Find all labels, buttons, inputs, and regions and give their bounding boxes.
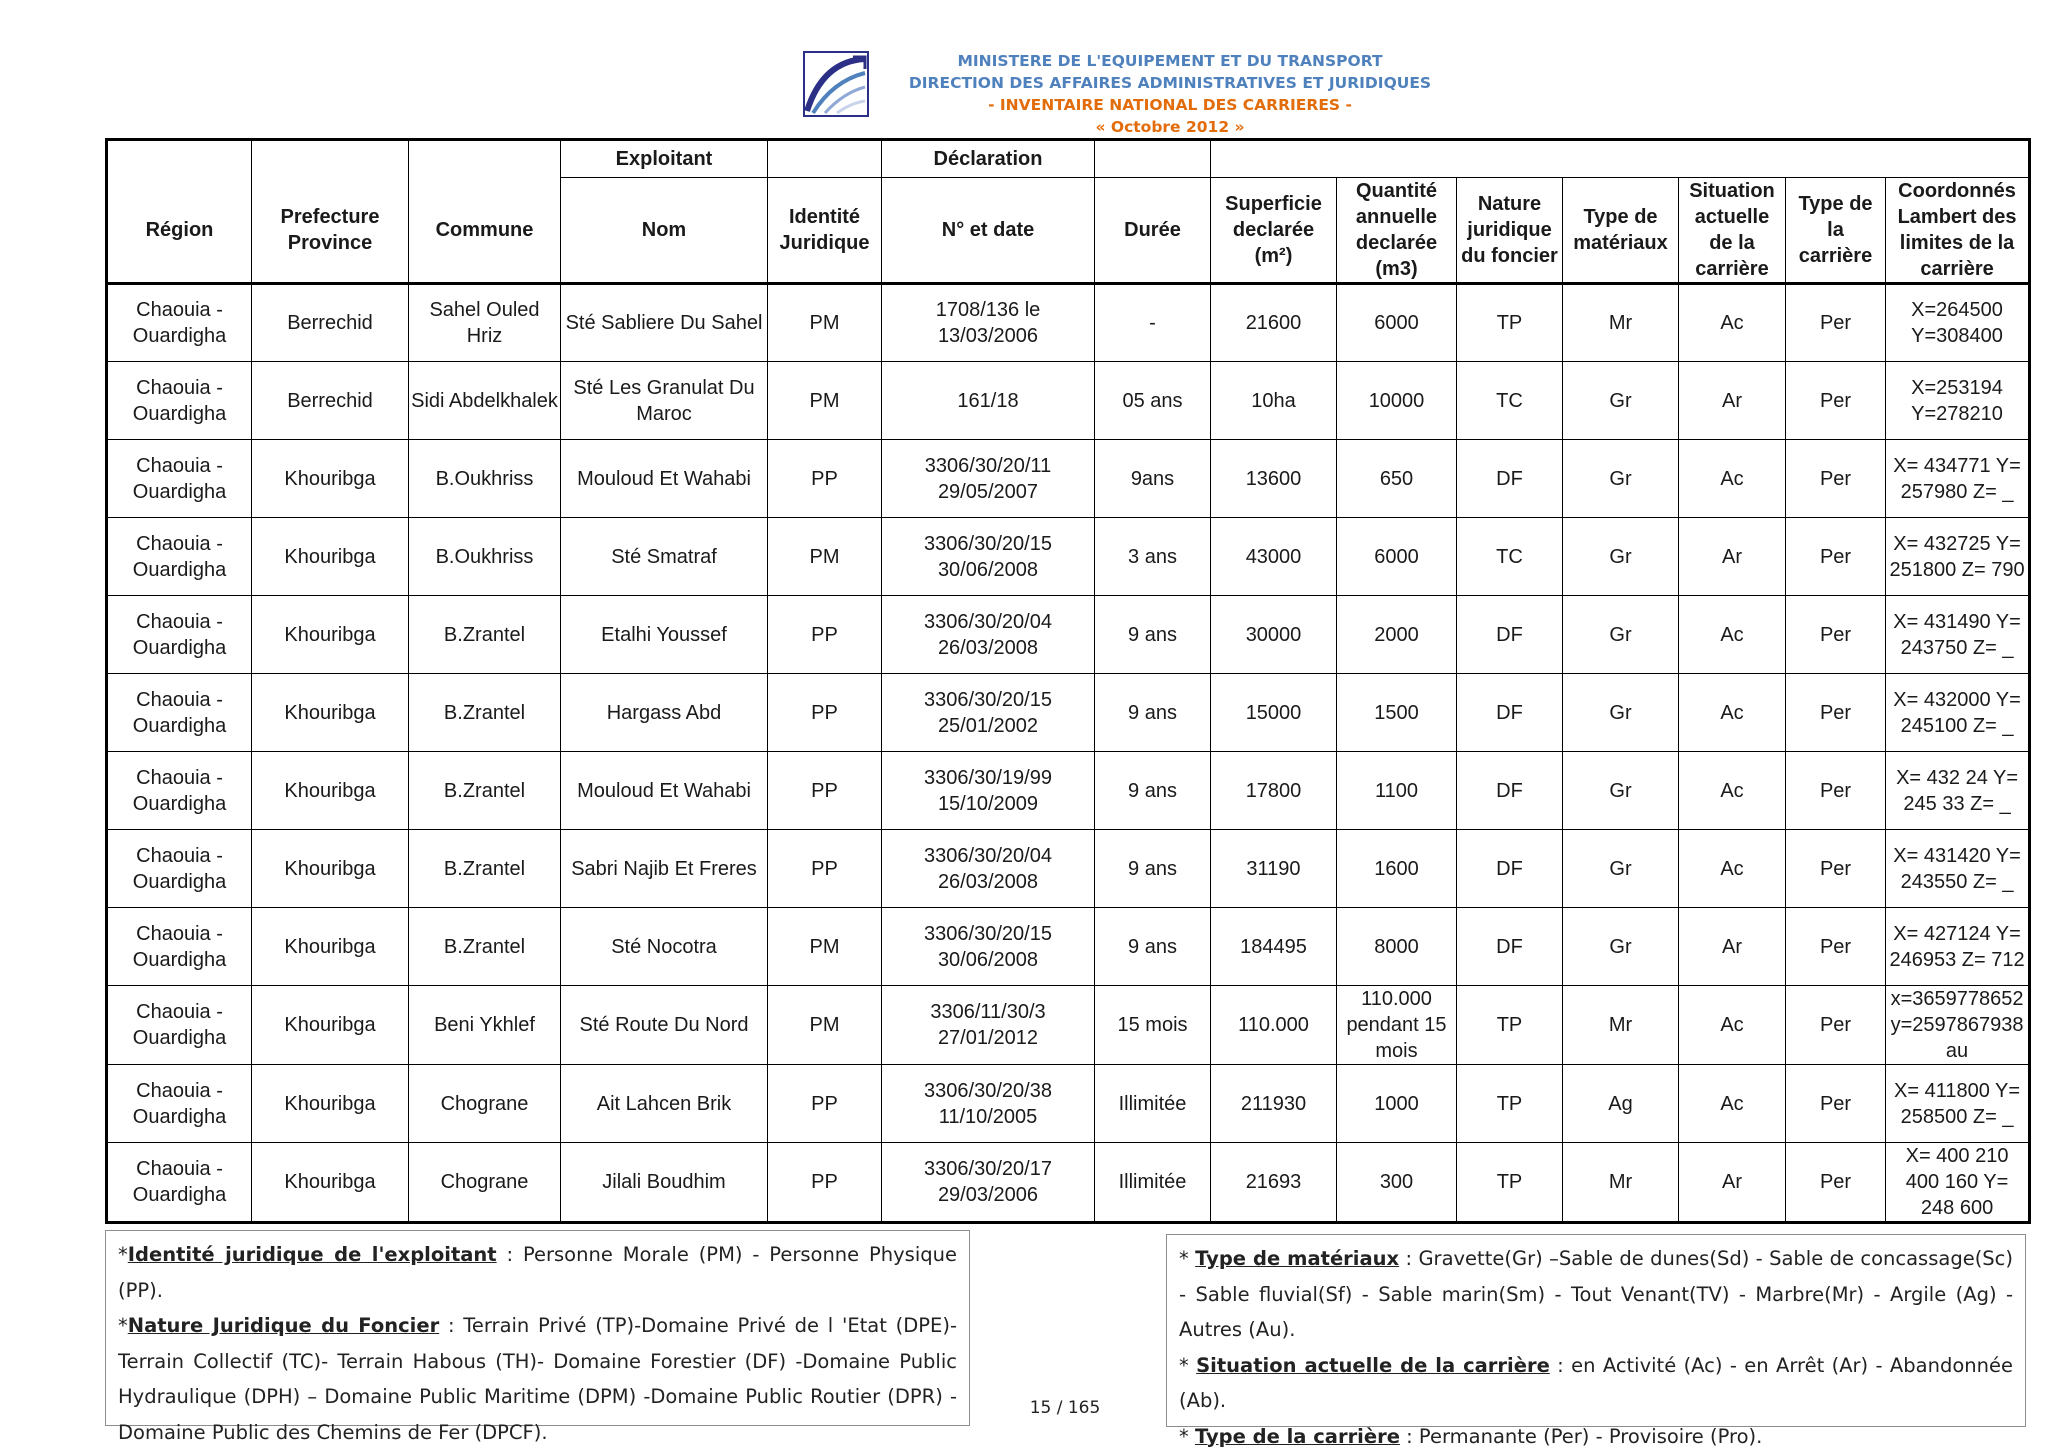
legend-juridique — [105, 1230, 970, 1426]
cell-identite: PP — [768, 1065, 882, 1143]
cell-nature: TC — [1457, 362, 1563, 440]
cell-identite: PP — [768, 440, 882, 518]
cell-type-carriere: Per — [1786, 674, 1886, 752]
cell-duree: 05 ans — [1095, 362, 1211, 440]
cell-commune: B.Zrantel — [409, 674, 561, 752]
cell-identite: PM — [768, 518, 882, 596]
cell-region: Chaouia - Ouardigha — [107, 674, 252, 752]
table-row — [107, 1065, 2030, 1143]
col-header-region: Région — [107, 178, 252, 284]
cell-nature: TP — [1457, 1065, 1563, 1143]
cell-coordonnees: X= 434771 Y= 257980 Z= _ — [1886, 440, 2030, 518]
cell-type-carriere: Per — [1786, 986, 1886, 1065]
cell-situation: Ar — [1679, 362, 1786, 440]
cell-prefecture: Khouribga — [252, 986, 409, 1065]
cell-duree: 9 ans — [1095, 830, 1211, 908]
cell-commune: B.Oukhriss — [409, 518, 561, 596]
cell-type-materiaux: Gr — [1563, 674, 1679, 752]
cell-coordonnees: X=253194 Y=278210 — [1886, 362, 2030, 440]
legend-situation-text: : en Activité (Ac) - en Arrêt (Ar) - Abandonnée (Ab). — [1179, 1354, 2013, 1413]
legend-type-carriere-title: Type de la carrière — [1195, 1425, 1400, 1448]
cell-duree: Illimitée — [1095, 1065, 1211, 1143]
table-row — [107, 596, 2030, 674]
quarries-table — [105, 138, 2031, 1224]
cell-identite: PP — [768, 830, 882, 908]
cell-region: Chaouia - Ouardigha — [107, 518, 252, 596]
cell-quantite: 10000 — [1337, 362, 1457, 440]
direction-title: DIRECTION DES AFFAIRES ADMINISTRATIVES ET JURIDIQUES — [880, 72, 1460, 94]
cell-nom: Ait Lahcen Brik — [561, 1065, 768, 1143]
ministry-title: MINISTERE DE L'EQUIPEMENT ET DU TRANSPORT — [880, 50, 1460, 72]
page-number: 15 / 165 — [1010, 1398, 1120, 1418]
cell-quantite: 1500 — [1337, 674, 1457, 752]
cell-type-materiaux: Mr — [1563, 284, 1679, 362]
cell-nature: DF — [1457, 440, 1563, 518]
cell-nom: Etalhi Youssef — [561, 596, 768, 674]
cell-quantite: 1100 — [1337, 752, 1457, 830]
cell-duree: 9 ans — [1095, 908, 1211, 986]
cell-superficie: 21693 — [1211, 1143, 1337, 1223]
col-header-identite: Identité Juridique — [768, 178, 882, 284]
col-header-commune: Commune — [409, 178, 561, 284]
legend-nature-text: : Terrain Privé (TP)-Domaine Privé de l 'Etat (DPE)- Terrain Collectif (TC)- Terrain Habous (TH)- Domaine Forestier (DF) -Domaine Public Hydraulique (DPH) – Domaine Public Maritime (DPM) -Domaine Public Routier (DPR) -Domaine Public des Chemins de Fer (DPCF). — [118, 1314, 957, 1444]
cell-prefecture: Khouribga — [252, 674, 409, 752]
cell-prefecture: Khouribga — [252, 908, 409, 986]
cell-commune: Sidi Abdelkhalek — [409, 362, 561, 440]
col-header-type-materiaux: Type de matériaux — [1563, 178, 1679, 284]
cell-nom: Mouloud Et Wahabi — [561, 752, 768, 830]
cell-quantite: 650 — [1337, 440, 1457, 518]
legend-situation-title: Situation actuelle de la carrière — [1196, 1354, 1550, 1377]
cell-identite: PP — [768, 752, 882, 830]
cell-type-carriere: Per — [1786, 830, 1886, 908]
cell-situation: Ar — [1679, 908, 1786, 986]
cell-prefecture: Khouribga — [252, 596, 409, 674]
cell-superficie: 184495 — [1211, 908, 1337, 986]
cell-prefecture: Khouribga — [252, 1065, 409, 1143]
cell-quantite: 6000 — [1337, 284, 1457, 362]
cell-commune: B.Zrantel — [409, 908, 561, 986]
cell-duree: 3 ans — [1095, 518, 1211, 596]
cell-nom: Sté Les Granulat Du Maroc — [561, 362, 768, 440]
group-header-declaration: Déclaration — [882, 140, 1095, 178]
legend-identite-text: : Personne Morale (PM) - Personne Physique (PP). — [118, 1243, 957, 1302]
cell-superficie: 30000 — [1211, 596, 1337, 674]
cell-superficie: 43000 — [1211, 518, 1337, 596]
cell-quantite: 1600 — [1337, 830, 1457, 908]
col-header-situation: Situation actuelle de la carrière — [1679, 178, 1786, 284]
cell-identite: PP — [768, 1143, 882, 1223]
cell-nature: DF — [1457, 752, 1563, 830]
cell-coordonnees: X=264500 Y=308400 — [1886, 284, 2030, 362]
table-row — [107, 284, 2030, 362]
cell-nom: Jilali Boudhim — [561, 1143, 768, 1223]
table-row — [107, 440, 2030, 518]
cell-type-carriere: Per — [1786, 908, 1886, 986]
col-header-nature: Nature juridique du foncier — [1457, 178, 1563, 284]
cell-prefecture: Berrechid — [252, 284, 409, 362]
cell-type-materiaux: Gr — [1563, 362, 1679, 440]
cell-numero-date: 3306/30/20/17 29/03/2006 — [882, 1143, 1095, 1223]
cell-numero-date: 1708/136 le 13/03/2006 — [882, 284, 1095, 362]
cell-type-carriere: Per — [1786, 752, 1886, 830]
cell-numero-date: 3306/30/20/15 30/06/2008 — [882, 518, 1095, 596]
cell-type-carriere: Per — [1786, 518, 1886, 596]
cell-quantite: 1000 — [1337, 1065, 1457, 1143]
cell-commune: B.Zrantel — [409, 830, 561, 908]
cell-nature: TP — [1457, 986, 1563, 1065]
cell-region: Chaouia - Ouardigha — [107, 596, 252, 674]
cell-superficie: 21600 — [1211, 284, 1337, 362]
cell-quantite: 8000 — [1337, 908, 1457, 986]
cell-nom: Sté Sabliere Du Sahel — [561, 284, 768, 362]
cell-situation: Ac — [1679, 986, 1786, 1065]
legend-nature: *Nature Juridique du Foncier : Terrain Privé (TP)-Domaine Privé de l 'Etat (DPE)- Terrain Collectif (TC)- Terrain Habous (TH)- Domaine Forestier (DF) -Domaine Public Hydraulique (DPH) – Domaine Public Maritime (DPM) -Domaine Public Routier (DPR) -Domaine Public des Chemins de Fer (DPCF). — [118, 1308, 957, 1450]
cell-numero-date: 161/18 — [882, 362, 1095, 440]
table-row — [107, 518, 2030, 596]
cell-situation: Ac — [1679, 1065, 1786, 1143]
document-date: « Octobre 2012 » — [880, 116, 1460, 138]
cell-duree: 9 ans — [1095, 752, 1211, 830]
legend-identite: *Identité juridique de l'exploitant : Personne Morale (PM) - Personne Physique (PP). — [118, 1237, 957, 1308]
cell-nature: DF — [1457, 596, 1563, 674]
cell-nom: Sté Nocotra — [561, 908, 768, 986]
cell-identite: PM — [768, 908, 882, 986]
legend-type-materiaux: * Type de matériaux : Gravette(Gr) –Sable de dunes(Sd) - Sable de concassage(Sc) - Sable fluvial(Sf) - Sable marin(Sm) - Tout Venant(TV) - Marbre(Mr) - Argile (Ag) - Autres (Au). — [1179, 1241, 2013, 1348]
legend-situation: * Situation actuelle de la carrière : en Activité (Ac) - en Arrêt (Ar) - Abandonnée (Ab). — [1179, 1348, 2013, 1419]
cell-superficie: 17800 — [1211, 752, 1337, 830]
cell-region: Chaouia - Ouardigha — [107, 752, 252, 830]
cell-duree: Illimitée — [1095, 1143, 1211, 1223]
cell-type-materiaux: Mr — [1563, 1143, 1679, 1223]
cell-type-carriere: Per — [1786, 362, 1886, 440]
inventory-title: - INVENTAIRE NATIONAL DES CARRIERES - — [880, 94, 1460, 116]
cell-type-materiaux: Gr — [1563, 596, 1679, 674]
legend-nature-title: Nature Juridique du Foncier — [128, 1314, 439, 1337]
cell-numero-date: 3306/30/20/04 26/03/2008 — [882, 596, 1095, 674]
cell-nom: Mouloud Et Wahabi — [561, 440, 768, 518]
col-header-numero-date: N° et date — [882, 178, 1095, 284]
cell-duree: 9 ans — [1095, 674, 1211, 752]
cell-type-materiaux: Gr — [1563, 908, 1679, 986]
cell-coordonnees: X= 411800 Y= 258500 Z= _ — [1886, 1065, 2030, 1143]
cell-nature: TC — [1457, 518, 1563, 596]
cell-coordonnees: x=3659778652 y=2597867938 au — [1886, 986, 2030, 1065]
cell-duree: 9ans — [1095, 440, 1211, 518]
cell-numero-date: 3306/30/20/11 29/05/2007 — [882, 440, 1095, 518]
cell-identite: PP — [768, 674, 882, 752]
cell-type-materiaux: Gr — [1563, 752, 1679, 830]
cell-region: Chaouia - Ouardigha — [107, 362, 252, 440]
cell-identite: PM — [768, 362, 882, 440]
cell-nature: TP — [1457, 284, 1563, 362]
cell-region: Chaouia - Ouardigha — [107, 440, 252, 518]
cell-type-carriere: Per — [1786, 1143, 1886, 1223]
cell-commune: Beni Ykhlef — [409, 986, 561, 1065]
cell-nature: TP — [1457, 1143, 1563, 1223]
cell-numero-date: 3306/11/30/3 27/01/2012 — [882, 986, 1095, 1065]
cell-region: Chaouia - Ouardigha — [107, 284, 252, 362]
cell-duree: - — [1095, 284, 1211, 362]
cell-coordonnees: X= 431490 Y= 243750 Z= _ — [1886, 596, 2030, 674]
document-header — [880, 50, 1460, 138]
cell-type-carriere: Per — [1786, 1065, 1886, 1143]
cell-superficie: 15000 — [1211, 674, 1337, 752]
cell-type-carriere: Per — [1786, 596, 1886, 674]
cell-situation: Ar — [1679, 518, 1786, 596]
cell-quantite: 2000 — [1337, 596, 1457, 674]
cell-situation: Ar — [1679, 1143, 1786, 1223]
cell-commune: Chograne — [409, 1065, 561, 1143]
cell-coordonnees: X= 432725 Y= 251800 Z= 790 — [1886, 518, 2030, 596]
cell-superficie: 13600 — [1211, 440, 1337, 518]
cell-superficie: 211930 — [1211, 1065, 1337, 1143]
cell-coordonnees: X= 427124 Y= 246953 Z= 712 — [1886, 908, 2030, 986]
cell-commune: B.Zrantel — [409, 752, 561, 830]
col-header-nom: Nom — [561, 178, 768, 284]
cell-quantite: 6000 — [1337, 518, 1457, 596]
cell-situation: Ac — [1679, 440, 1786, 518]
cell-region: Chaouia - Ouardigha — [107, 830, 252, 908]
cell-type-carriere: Per — [1786, 284, 1886, 362]
cell-prefecture: Khouribga — [252, 830, 409, 908]
legend-type-materiaux-text: : Gravette(Gr) –Sable de dunes(Sd) - Sable de concassage(Sc) - Sable fluvial(Sf) - Sable marin(Sm) - Tout Venant(TV) - Marbre(Mr) - Argile (Ag) - Autres (Au). — [1179, 1247, 2013, 1341]
group-header-exploitant: Exploitant — [561, 140, 768, 178]
cell-region: Chaouia - Ouardigha — [107, 908, 252, 986]
cell-commune: B.Zrantel — [409, 596, 561, 674]
cell-numero-date: 3306/30/20/04 26/03/2008 — [882, 830, 1095, 908]
cell-region: Chaouia - Ouardigha — [107, 986, 252, 1065]
legend-materiaux — [1166, 1234, 2026, 1427]
cell-prefecture: Khouribga — [252, 440, 409, 518]
legend-type-materiaux-title: Type de matériaux — [1195, 1247, 1399, 1270]
table-row — [107, 362, 2030, 440]
ministry-logo-icon — [803, 51, 869, 117]
cell-numero-date: 3306/30/20/15 25/01/2002 — [882, 674, 1095, 752]
cell-numero-date: 3306/30/19/99 15/10/2009 — [882, 752, 1095, 830]
cell-quantite: 300 — [1337, 1143, 1457, 1223]
cell-numero-date: 3306/30/20/38 11/10/2005 — [882, 1065, 1095, 1143]
cell-type-materiaux: Mr — [1563, 986, 1679, 1065]
cell-identite: PM — [768, 284, 882, 362]
cell-coordonnees: X= 432000 Y= 245100 Z= _ — [1886, 674, 2030, 752]
cell-prefecture: Khouribga — [252, 752, 409, 830]
cell-situation: Ac — [1679, 830, 1786, 908]
cell-commune: B.Oukhriss — [409, 440, 561, 518]
cell-nature: DF — [1457, 674, 1563, 752]
cell-coordonnees: X= 432 24 Y= 245 33 Z= _ — [1886, 752, 2030, 830]
cell-region: Chaouia - Ouardigha — [107, 1143, 252, 1223]
cell-superficie: 10ha — [1211, 362, 1337, 440]
legend-type-carriere: * Type de la carrière : Permanante (Per) - Provisoire (Pro). — [1179, 1419, 2013, 1454]
table-row — [107, 986, 2030, 1065]
cell-commune: Chograne — [409, 1143, 561, 1223]
table-body — [107, 284, 2030, 1223]
cell-coordonnees: X= 431420 Y= 243550 Z= _ — [1886, 830, 2030, 908]
legend-identite-title: Identité juridique de l'exploitant — [128, 1243, 497, 1266]
cell-situation: Ac — [1679, 674, 1786, 752]
cell-prefecture: Khouribga — [252, 1143, 409, 1223]
cell-duree: 15 mois — [1095, 986, 1211, 1065]
cell-superficie: 110.000 — [1211, 986, 1337, 1065]
cell-identite: PP — [768, 596, 882, 674]
col-header-superficie: Superficie declarée (m²) — [1211, 178, 1337, 284]
col-header-type-carriere: Type de la carrière — [1786, 178, 1886, 284]
table-row — [107, 830, 2030, 908]
cell-nature: DF — [1457, 830, 1563, 908]
col-header-duree: Durée — [1095, 178, 1211, 284]
col-header-quantite: Quantité annuelle declarée (m3) — [1337, 178, 1457, 284]
cell-identite: PM — [768, 986, 882, 1065]
cell-prefecture: Berrechid — [252, 362, 409, 440]
table-row — [107, 1143, 2030, 1223]
cell-situation: Ac — [1679, 284, 1786, 362]
cell-type-materiaux: Gr — [1563, 440, 1679, 518]
cell-prefecture: Khouribga — [252, 518, 409, 596]
cell-coordonnees: X= 400 210 400 160 Y= 248 600 — [1886, 1143, 2030, 1223]
cell-type-materiaux: Gr — [1563, 518, 1679, 596]
cell-duree: 9 ans — [1095, 596, 1211, 674]
table-row — [107, 908, 2030, 986]
cell-nom: Sté Smatraf — [561, 518, 768, 596]
cell-nom: Sté Route Du Nord — [561, 986, 768, 1065]
cell-type-materiaux: Ag — [1563, 1065, 1679, 1143]
legend-type-carriere-text: : Permanante (Per) - Provisoire (Pro). — [1400, 1425, 1762, 1448]
cell-situation: Ac — [1679, 752, 1786, 830]
cell-commune: Sahel Ouled Hriz — [409, 284, 561, 362]
col-header-prefecture: Prefecture Province — [252, 178, 409, 284]
cell-type-carriere: Per — [1786, 440, 1886, 518]
table-row — [107, 752, 2030, 830]
cell-type-materiaux: Gr — [1563, 830, 1679, 908]
cell-numero-date: 3306/30/20/15 30/06/2008 — [882, 908, 1095, 986]
table-row — [107, 674, 2030, 752]
cell-region: Chaouia - Ouardigha — [107, 1065, 252, 1143]
col-header-coordonnees: Coordonnés Lambert des limites de la carrière — [1886, 178, 2030, 284]
cell-situation: Ac — [1679, 596, 1786, 674]
cell-nom: Sabri Najib Et Freres — [561, 830, 768, 908]
cell-nature: DF — [1457, 908, 1563, 986]
cell-quantite: 110.000 pendant 15 mois — [1337, 986, 1457, 1065]
cell-nom: Hargass Abd — [561, 674, 768, 752]
cell-superficie: 31190 — [1211, 830, 1337, 908]
